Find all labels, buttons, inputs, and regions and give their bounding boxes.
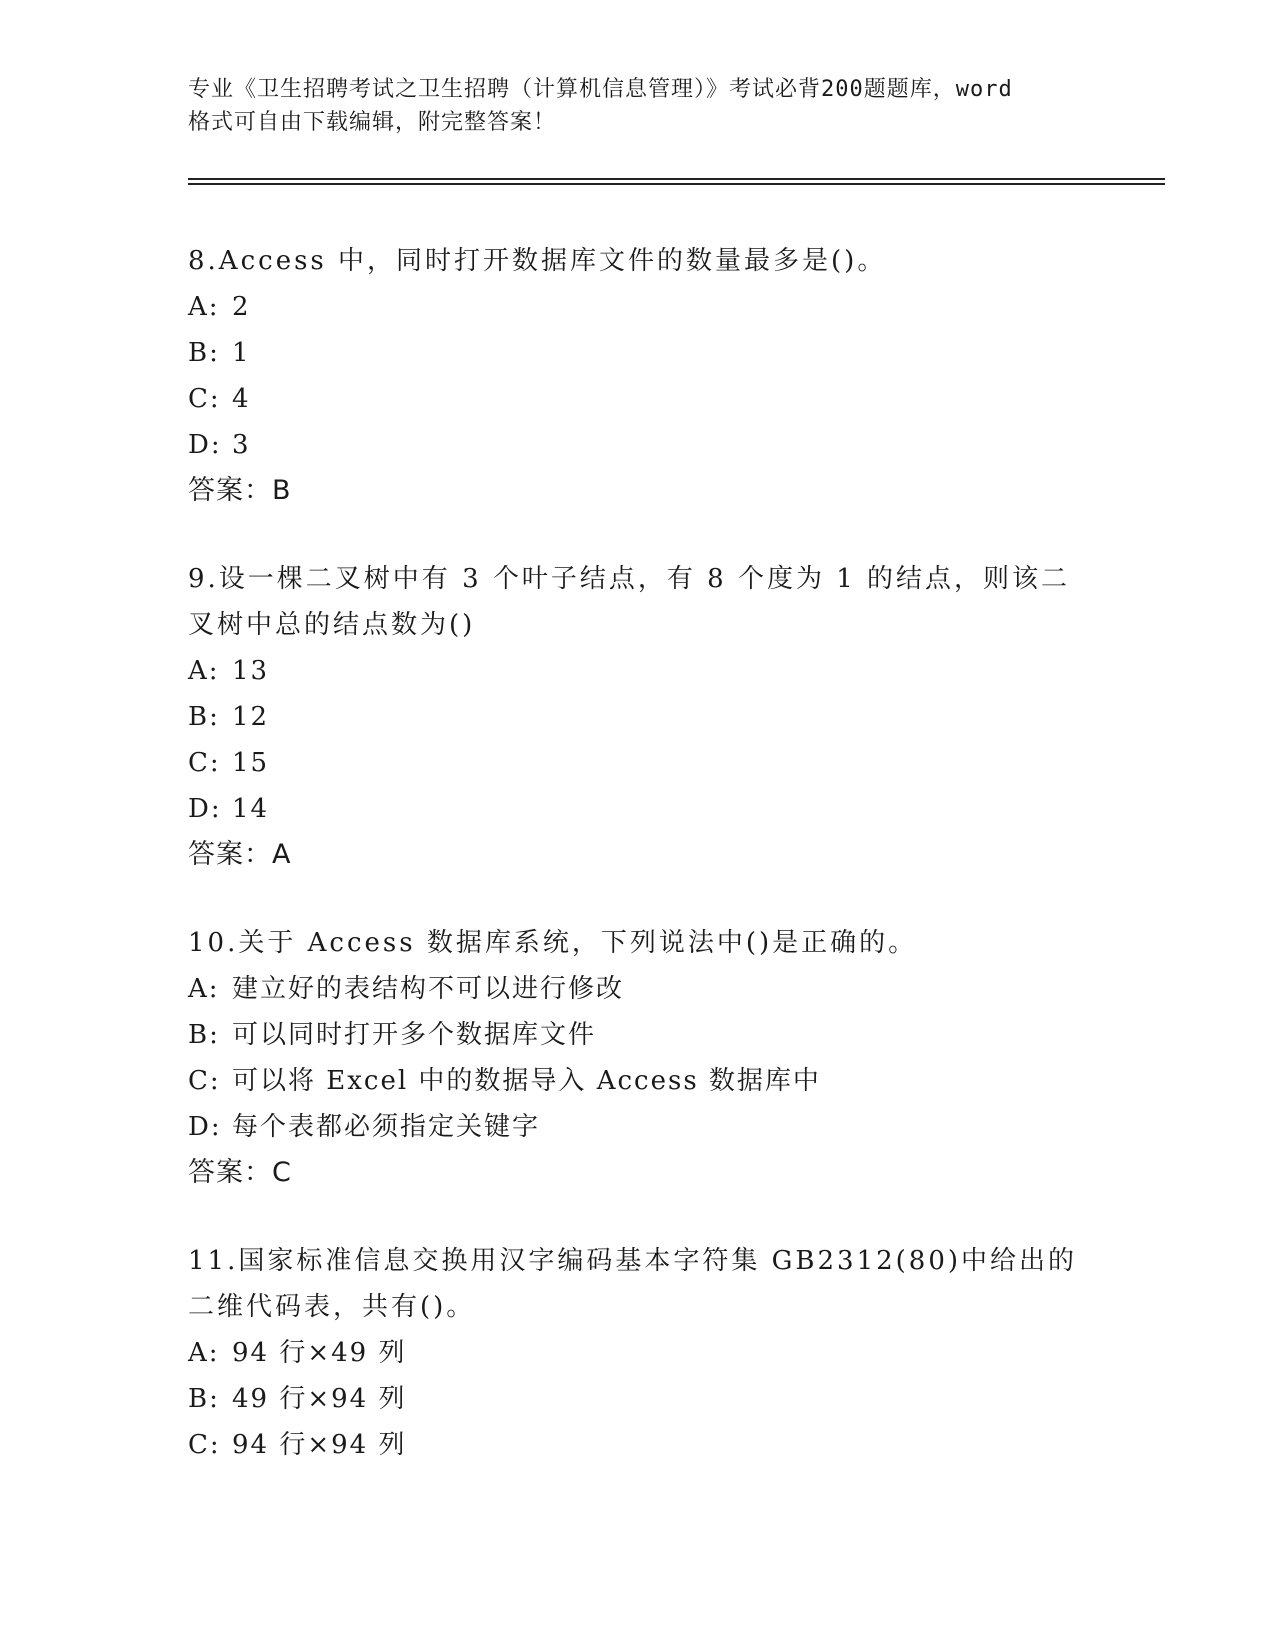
option-d [188, 1104, 1088, 1150]
answer-line: 答案：B [188, 475, 292, 506]
option-key: D: [188, 1112, 222, 1142]
option-key: A: [188, 292, 220, 322]
option-d [188, 422, 1088, 468]
option-text: 94 行×94 列 [232, 1430, 407, 1460]
question-text: 9.设一棵二叉树中有 3 个叶子结点，有 8 个度为 1 的结点，则该二叉树中总的结点数为() [188, 564, 1071, 640]
option-c [188, 1058, 1088, 1104]
option-text: 可以将 Excel 中的数据导入 Access 数据库中 [232, 1066, 821, 1096]
option-c [188, 1422, 1088, 1468]
option-key: A: [188, 1338, 220, 1368]
option-text: 13 [232, 656, 270, 686]
header-divider-top [188, 178, 1165, 180]
option-text: 94 行×49 列 [232, 1338, 407, 1368]
option-a [188, 966, 1088, 1012]
option-text: 49 行×94 列 [232, 1384, 407, 1414]
question-9 [188, 556, 1088, 878]
answer-line: 答案：C [188, 1157, 292, 1188]
option-key: B: [188, 702, 220, 732]
option-d [188, 786, 1088, 832]
option-a [188, 1330, 1088, 1376]
option-key: D: [188, 794, 222, 824]
document-header [188, 73, 1088, 139]
question-text: 8.Access 中，同时打开数据库文件的数量最多是()。 [188, 246, 887, 276]
question-text: 11.国家标准信息交换用汉字编码基本字符集 GB2312(80)中给出的二维代码表，共有()。 [188, 1246, 1078, 1322]
option-key: C: [188, 384, 221, 414]
option-key: B: [188, 338, 220, 368]
question-8 [188, 238, 1088, 514]
option-text: 4 [232, 384, 251, 414]
option-key: C: [188, 1430, 221, 1460]
option-text: 可以同时打开多个数据库文件 [232, 1020, 597, 1050]
answer-line: 答案：A [188, 839, 292, 870]
option-b [188, 1012, 1088, 1058]
option-text: 建立好的表结构不可以进行修改 [232, 974, 625, 1004]
option-key: C: [188, 748, 221, 778]
header-line-1: 专业《卫生招聘考试之卫生招聘（计算机信息管理）》考试必背200题题库，word [188, 77, 1013, 102]
option-text: 2 [232, 292, 251, 322]
header-divider-bottom [188, 183, 1165, 185]
option-text: 每个表都必须指定关键字 [232, 1112, 541, 1142]
question-10 [188, 920, 1088, 1196]
option-text: 15 [232, 748, 270, 778]
option-text: 12 [232, 702, 270, 732]
option-key: A: [188, 656, 220, 686]
question-text: 10.关于 Access 数据库系统，下列说法中()是正确的。 [188, 928, 918, 958]
option-key: C: [188, 1066, 221, 1096]
option-c [188, 740, 1088, 786]
option-b [188, 1376, 1088, 1422]
question-11 [188, 1238, 1088, 1468]
option-c [188, 376, 1088, 422]
option-text: 14 [232, 794, 270, 824]
option-key: A: [188, 974, 220, 1004]
option-b [188, 330, 1088, 376]
option-key: B: [188, 1384, 220, 1414]
header-line-2: 格式可自由下载编辑，附完整答案！ [188, 110, 557, 135]
question-list [188, 238, 1088, 1510]
option-text: 1 [232, 338, 251, 368]
option-text: 3 [232, 430, 251, 460]
option-a [188, 648, 1088, 694]
option-key: D: [188, 430, 222, 460]
option-key: B: [188, 1020, 220, 1050]
option-b [188, 694, 1088, 740]
option-a [188, 284, 1088, 330]
